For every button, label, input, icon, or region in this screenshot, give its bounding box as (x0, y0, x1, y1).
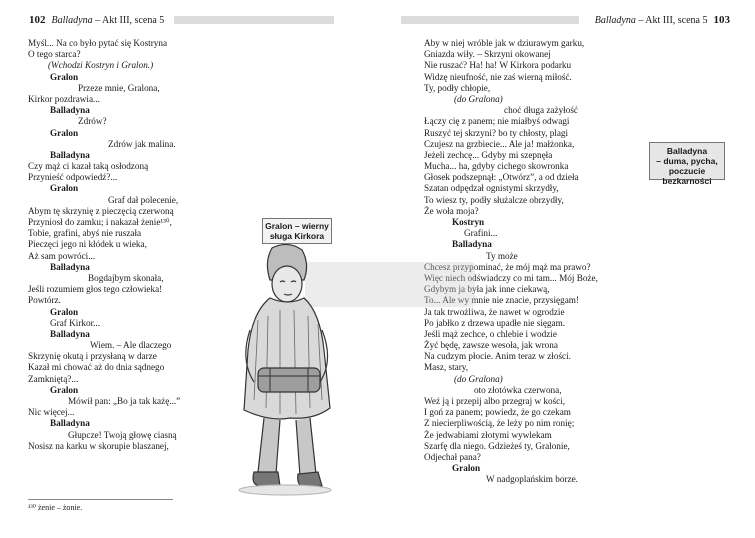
speaker-name: Balladyna (50, 328, 90, 339)
verse-line: Szatan odpędzał ognistymi skrzydły, (424, 183, 559, 194)
verse-line: Kazał mi chować aż do dnia sądnego (28, 362, 165, 373)
verse-line: Myśl... Na co było pytać się Kostryna (28, 38, 168, 48)
verse-line: Skrzynię okutą i przysłaną w darze (28, 351, 157, 362)
speaker-name: Gralon (50, 71, 79, 82)
caption-balladyna (649, 142, 725, 186)
caption-balladyna-line: bezkarności (662, 176, 712, 186)
header-rule-left (174, 16, 334, 24)
footnote: ¹³⁰ żenie – żonie. (28, 503, 83, 512)
verse-line: Zdrów? (78, 116, 107, 127)
verse-line: Chcesz przypominać, że mój mąż ma prawo? (424, 261, 591, 272)
verse-line: Nie ruszać? Ha! ha! W Kirkora podarku (424, 60, 572, 71)
verse-line: Powtórz. (28, 295, 61, 306)
verse-line: Więc niech odświadczy co mi tam... Mój Boże, (424, 272, 598, 283)
header-right (401, 13, 730, 27)
caption-gralon (262, 218, 332, 244)
verse-line: Żyć będę, zawsze wesoła, jak wrona (424, 340, 558, 351)
verse-line: choć długa zażyłość (504, 105, 578, 116)
verse-line: Zamkniętą?... (28, 373, 79, 384)
verse-line: Jeśli mąż zechce, o chlebie i wodzie (424, 328, 557, 339)
verse-line: Graf Kirkor... (50, 317, 101, 328)
verse-line: Ja tak trwożliwa, że nawet w ogrodzie (424, 306, 565, 317)
verse-line: Czujesz na grzbiecie... Ale ja! małżonka, (424, 138, 575, 149)
verse-line: oto złotówka czerwona, (474, 384, 562, 395)
verse-line: Aby w niej wróble jak w dziurawym garku, (424, 38, 585, 48)
stage-direction: (do Gralona) (454, 93, 503, 104)
verse-line: Przynieść odpowiedź?... (28, 172, 118, 183)
verse-line: Weź ją i przepij albo przegraj w kości, (424, 396, 566, 406)
caption-balladyna-line: poczucie (668, 166, 706, 176)
speaker-name: Balladyna (50, 149, 90, 160)
verse-line: Ruszyć tej skrzyni? bo ty chłosty, plagi (424, 127, 569, 138)
verse-line: Odjechał pana? (424, 451, 481, 462)
running-title-right-rest: – Akt III, scena 5 (635, 14, 708, 26)
verse-line: To wiesz ty, podły służalcze obrzydły, (424, 194, 564, 205)
verse-line: Pieczęci jego ni kłódek u wieka, (28, 239, 147, 250)
verse-line: I goń za panem; powiedz, że go czekam (424, 407, 571, 418)
speaker-name: Gralon (50, 384, 79, 395)
speaker-name: Balladyna (50, 105, 90, 116)
verse-line: Bogdajbym skonała, (88, 272, 164, 283)
header-left (29, 13, 334, 27)
verse-line: Widzę nieufność, nie zaś wierną miłość. (424, 71, 572, 82)
caption-balladyna-line: Balladyna (666, 146, 708, 156)
verse-line: Kirkor pozdrawia... (28, 93, 100, 104)
verse-line: Jeśli rozumiem głos tego człowieka! (28, 284, 163, 295)
verse-line: Zdrów jak malina. (108, 138, 176, 149)
verse-line: Gdybym ja była jak inne ciekawą, (424, 284, 550, 295)
page-number-right: 103 (713, 14, 730, 26)
running-title-left-italic: Balladyna (51, 14, 93, 26)
speaker-name: Gralon (50, 127, 79, 138)
verse-line: Na cudzym płocie. Anim teraz w złości. (424, 351, 571, 362)
verse-line: Graf dał polecenie, (108, 194, 179, 205)
verse-line: Głosek podszepnął: „Otwórz”, a od dzieła (424, 172, 579, 183)
verse-line: Ty może (486, 250, 518, 261)
gralon-illustration (210, 240, 360, 498)
verse-line: Ty, podły chłopie, (424, 82, 491, 93)
speaker-name: Balladyna (50, 261, 90, 272)
header-rule-right (401, 16, 579, 24)
caption-gralon-line: sługa Kirkora (269, 231, 325, 241)
verse-line: Wiem. – Ale dlaczego (90, 340, 172, 351)
verse-line: Z niecierpliwością, że leży po nim ronię; (424, 418, 575, 429)
caption-gralon-line: Gralon – wierny (265, 221, 329, 231)
verse-line: Mówił pan: „Bo ja tak każę...” (68, 396, 181, 406)
verse-line: Szarfę dla niego. Gdzieżeś ty, Gralonie, (424, 440, 570, 451)
speaker-name: Gralon (50, 183, 79, 194)
verse-line: Masz, stary, (424, 362, 469, 373)
page-number-left: 102 (29, 14, 46, 26)
verse-line: Że woła moja? (424, 205, 479, 216)
verse-line: Mucha... ha, gdyby cichego skowronka (424, 161, 569, 172)
verse-line: Nosisz na karku w skorupie blaszanej, (28, 440, 169, 451)
caption-balladyna-line: – duma, pycha, (656, 156, 718, 166)
verse-line: Jeżeli zechcę... Gdyby mi szepnęła (424, 149, 553, 160)
speaker-name: Kostryn (452, 217, 485, 227)
running-title-left-rest: – Akt III, scena 5 (92, 14, 165, 26)
verse-line: Tobie, grafini, abyś nie ruszała (28, 228, 142, 239)
running-title-right-italic: Balladyna (594, 14, 636, 26)
verse-line: Gniazda wiły. – Skrzyni okowanej (424, 49, 551, 60)
stage-direction: (do Gralona) (454, 373, 503, 384)
running-title-left (52, 15, 165, 26)
verse-line: Że jedwabiami złotymi wywlekam (424, 429, 552, 440)
verse-line: Przyniosł do zamku; i nakazał żenie¹³⁰, (28, 217, 172, 227)
verse-line: Po jabłko z drzewa upadłe nie sięgam. (424, 317, 566, 328)
verse-line: Czy mąż ci kazał taką osłodzoną (28, 161, 149, 172)
speaker-name: Gralon (50, 306, 79, 317)
verse-line: Łączy cię z panem; nie miałbyś odwagi (424, 116, 570, 127)
verse-line: Aż sam powróci... (28, 250, 96, 261)
verse-line: O tego starca? (28, 49, 81, 60)
speaker-name: Gralon (452, 463, 481, 474)
verse-line: W nadgoplańskim borze. (486, 474, 578, 485)
speaker-name: Balladyna (452, 239, 492, 250)
footnote-rule (28, 499, 173, 500)
verse-line: Przeze mnie, Gralona, (78, 82, 160, 93)
running-title-right (595, 15, 708, 26)
speaker-name: Balladyna (50, 418, 90, 429)
stage-direction: (Wchodzi Kostryn i Gralon.) (48, 60, 154, 71)
verse-line: Głupcze! Twoją głowę ciasną (68, 429, 177, 440)
verse-line: To... Ale wy mnie nie znacie, przysięgam! (424, 295, 579, 306)
verse-line: Abym tę skrzynię z pieczęcią czerwoną (28, 205, 174, 216)
verse-line: Grafini... (464, 228, 498, 239)
verse-line: Nic więcej... (28, 407, 75, 418)
